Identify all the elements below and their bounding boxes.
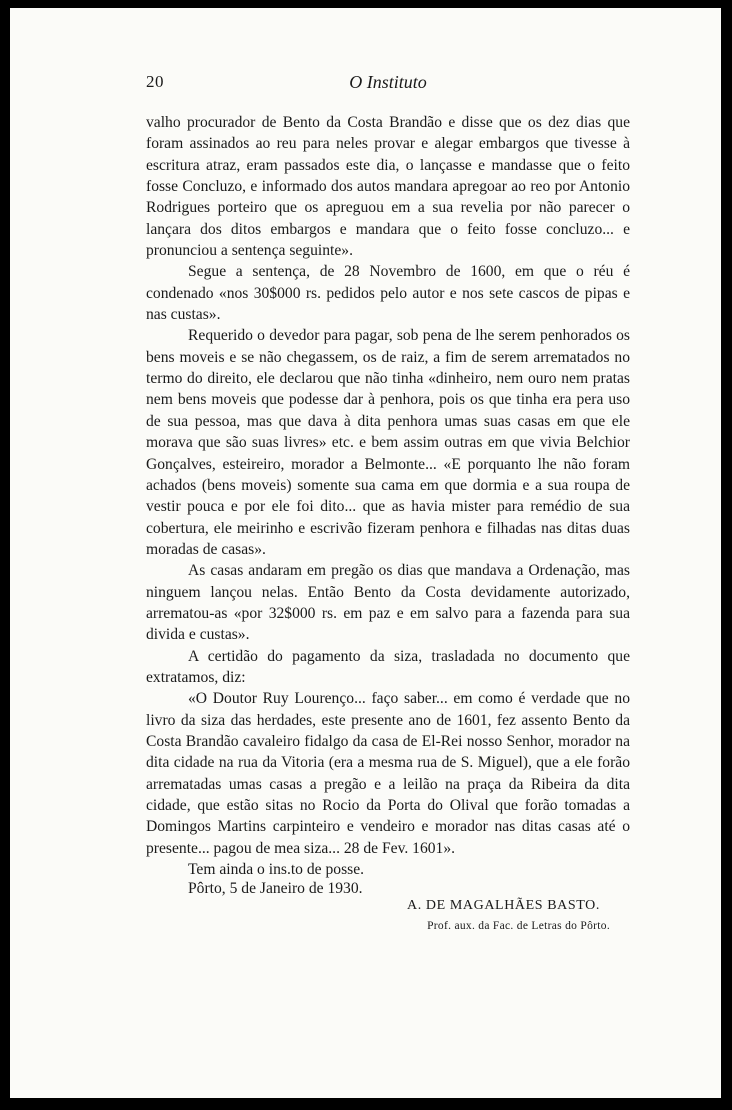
author-affiliation: Prof. aux. da Fac. de Letras do Pôrto. [427, 920, 610, 932]
signature-block [146, 880, 630, 940]
paragraph: Requerido o devedor para pagar, sob pena de lhe serem penhorados os bens moveis e se não chegassem, os de raiz, a fim de serem arrematados no termo do direito, ele declarou que não tinha «dinheiro, nem ouro nem pratas nem bens moveis que podesse dar à penhora, pois os que tinha era pera uso de sua pessoa, mas que dava à dita penhora umas suas casas em que ele morava que são suas livres» etc. e bem assim outras em que vivia Belchior Gonçalves, esteireiro, morador a Belmonte... «E porquanto lhe não foram achados (bens moveis) somente sua cama em que dormia e a sua roupa de vestir pouca e por ele foi dito... que as havia mister para remédio de sua cobertura, ele meirinho e escrivão fizeram penhora e filhadas nas ditas duas moradas de casas». [146, 327, 630, 558]
paragraph: Tem ainda o ins.to de posse. [188, 861, 365, 879]
body-text [146, 112, 630, 880]
page-header [146, 72, 630, 96]
place-date: Pôrto, 5 de Janeiro de 1930. [188, 880, 363, 897]
quoted-certificate: «O Doutor Ruy Lourenço... faço saber... em como é verdade que no livro da siza das herdades, este presente ano de 1601, fez assento Bento da Costa Brandão cavaleiro fidalgo da casa de El-Rei nosso Senhor, morador na dita cidade na rua da Vitoria (era a mesma rua de S. Miguel), que a ele forão arrematadas umas casas a pregão e a leilão na praça da Ribeira da dita cidade, que estão sitas no Rocio da Porta do Olival que forão tomadas a Domingos Martins carpinteiro e vendeiro e morador nas ditas casas até o presente... pagou de mea siza... 28 de Fev. 1601». [146, 690, 630, 857]
running-title: O Instituto [349, 72, 427, 92]
paragraph: valho procurador de Bento da Costa Brandão e disse que os dez dias que foram assinados ao reu para neles provar e alegar embargos que tivesse à escritura atraz, eram passados este dia, o lançasse e mandasse que o feito fosse Concluzo, e informado dos autos mandara apregoar ao reo por Antonio Rodrigues porteiro que os apreguou em a sua revelia por não parecer o lançara dos ditos embargos e mandara que o feito fosse concluzo... e pronunciou a sentença seguinte». [146, 114, 630, 260]
paragraph: Segue a sentença, de 28 Novembro de 1600, em que o réu é condenado «nos 30$000 rs. pedidos pelo autor e nos sete cascos de pipas e nas custas». [146, 263, 630, 324]
author-name: A. DE MAGALHÃES BASTO. [406, 898, 600, 913]
page-number: 20 [146, 72, 164, 91]
paragraph: As casas andaram em pregão os dias que mandava a Ordenação, mas ninguem lançou nelas. Então Bento da Costa devidamente autorizado, arrematou-as «por 32$000 rs. em paz e em salvo para a fazenda para sua divida e custas». [146, 562, 630, 644]
paragraph: A certidão do pagamento da siza, trasladada no documento que extratamos, diz: [146, 647, 630, 686]
